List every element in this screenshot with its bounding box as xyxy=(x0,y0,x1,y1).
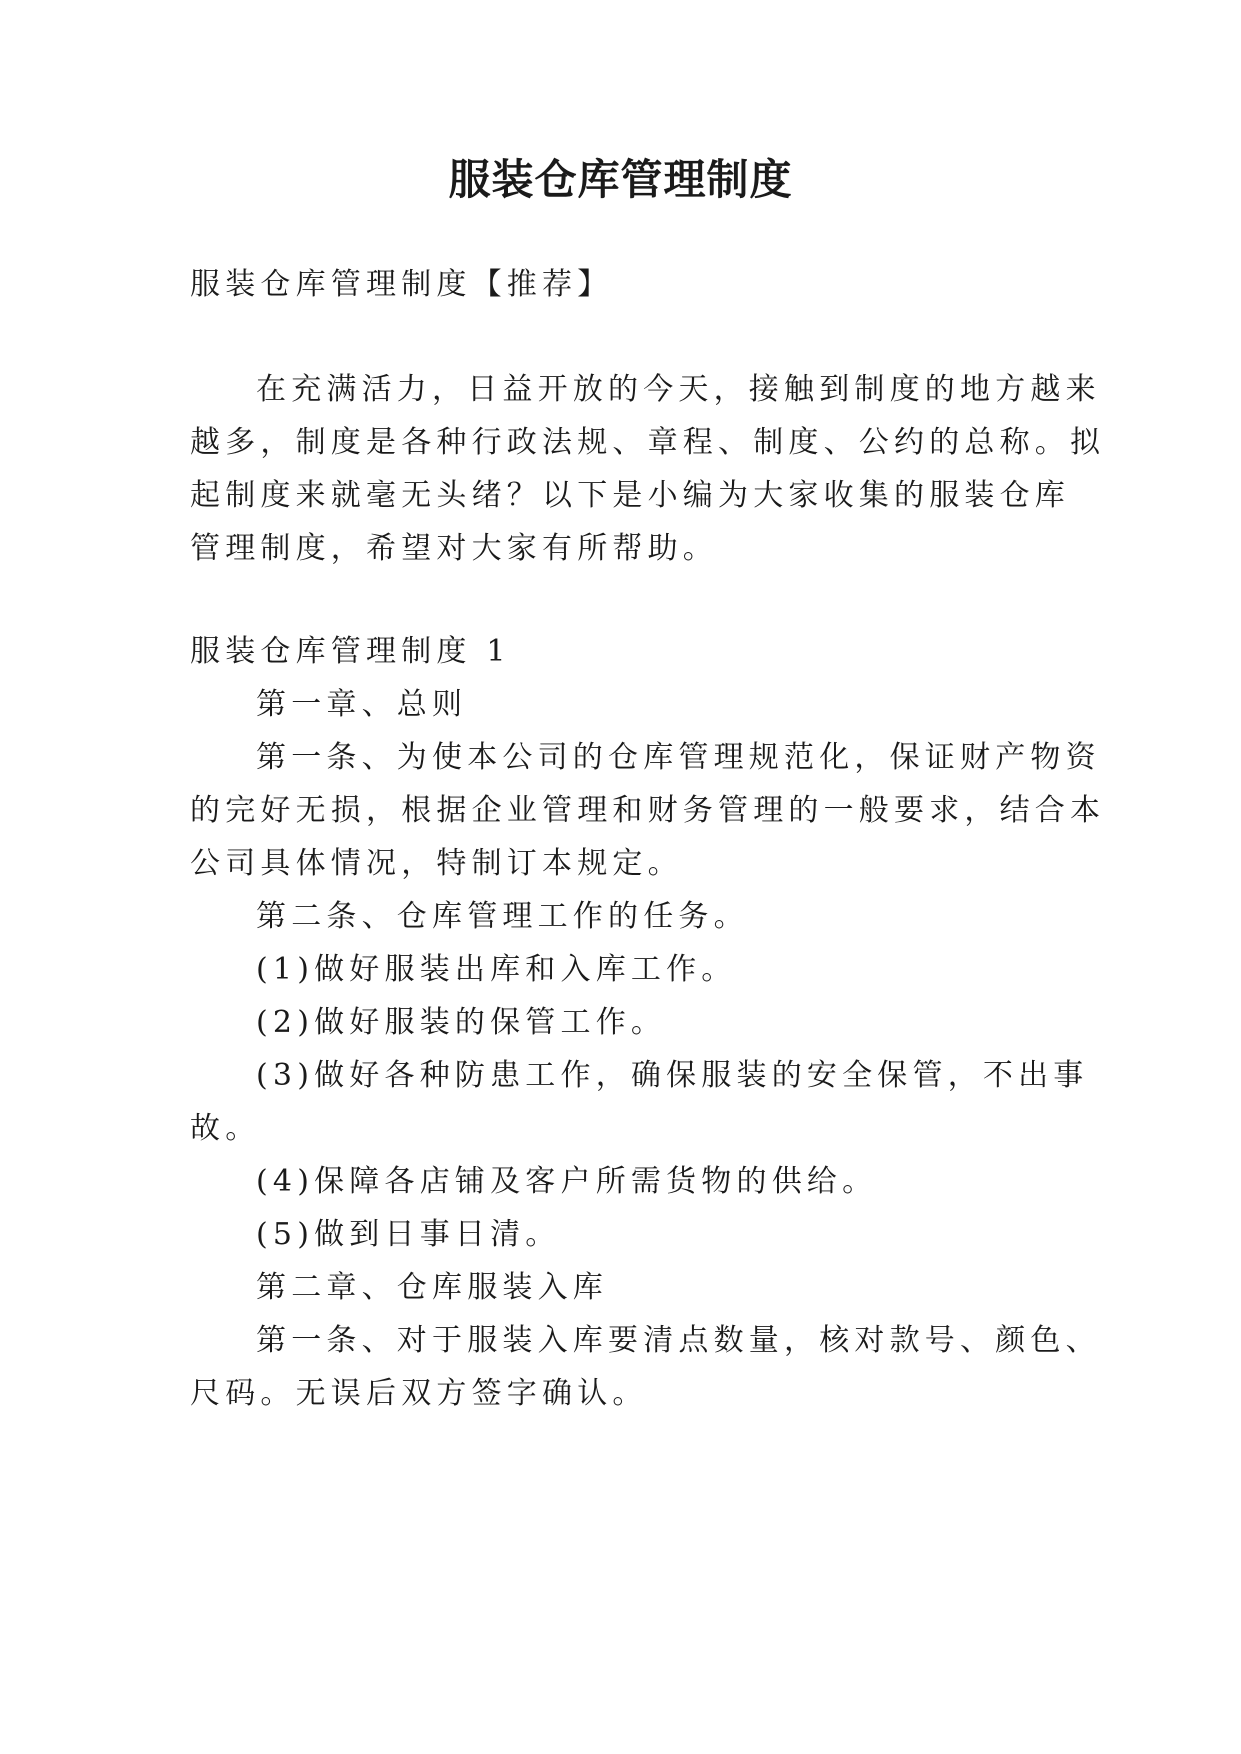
intro-line-2: 越多，制度是各种行政法规、章程、制度、公约的总称。拟 xyxy=(190,425,1106,460)
list-item-1: (1)做好服装出库和入库工作。 xyxy=(256,952,737,987)
section-heading: 服装仓库管理制度 1 xyxy=(190,634,511,669)
document-title: 服装仓库管理制度 xyxy=(448,155,793,204)
intro-line-1: 在充满活力，日益开放的今天，接触到制度的地方越来 xyxy=(256,372,1101,407)
list-item-2: (2)做好服装的保管工作。 xyxy=(256,1005,667,1040)
body-line: 第二条、仓库管理工作的任务。 xyxy=(256,899,749,934)
intro-line-3: 起制度来就毫无头绪？以下是小编为大家收集的服装仓库 xyxy=(190,478,1070,513)
body-line: 尺码。无误后双方签字确认。 xyxy=(190,1376,648,1411)
list-item-3-continued: 故。 xyxy=(190,1111,261,1146)
chapter-2-heading: 第二章、仓库服装入库 xyxy=(256,1270,608,1305)
chapter-1-heading: 第一章、总则 xyxy=(256,687,468,722)
list-item-4: (4)保障各店铺及客户所需货物的供给。 xyxy=(256,1164,878,1199)
document-subtitle: 服装仓库管理制度【推荐】 xyxy=(190,267,613,302)
intro-line-4: 管理制度，希望对大家有所帮助。 xyxy=(190,531,718,566)
body-line: 第一条、对于服装入库要清点数量，核对款号、颜色、 xyxy=(256,1323,1101,1358)
body-line: 公司具体情况，特制订本规定。 xyxy=(190,846,683,881)
list-item-3: (3)做好各种防患工作，确保服装的安全保管，不出事 xyxy=(256,1058,1089,1093)
body-line: 第一条、为使本公司的仓库管理规范化，保证财产物资 xyxy=(256,740,1101,775)
body-line: 的完好无损，根据企业管理和财务管理的一般要求，结合本 xyxy=(190,793,1106,828)
list-item-5: (5)做到日事日清。 xyxy=(256,1217,561,1252)
